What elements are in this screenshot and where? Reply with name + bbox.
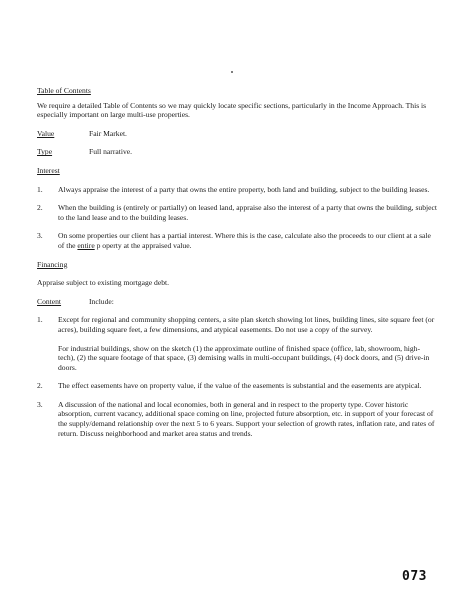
document-page	[37, 86, 437, 438]
content-item-text: Except for regional and community shopping centers, a site plan sketch showing lot lines, building lines, site square feet (or acres), building square feet, a few dimensions, and atypical easements. Do not use a copy of the survey.	[58, 315, 435, 334]
content-item-text: A discussion of the national and local economies, both in general and in respect to the property type. Cover historic absorption, current vacancy, additional space coming on line, projected future absorption, etc. in support of your forecast of the supply/demand relationship over the next 5 to 6 years. Support your selection of growth rates, inflation rate, and rates of return. Discuss neighborhood and market area status and trends.	[58, 399, 435, 438]
interest-item-number: 2.	[37, 203, 43, 213]
type-text: Full narrative.	[89, 147, 133, 157]
content-item-3	[37, 400, 437, 438]
content-item-2	[37, 381, 437, 391]
content-item-text: The effect easements have on property value, if the value of the easements is substantial and the easements are atypical.	[58, 381, 422, 391]
interest-item-text-after: p operty at the appraised value.	[94, 240, 192, 250]
interest-item-number: 1.	[37, 184, 43, 194]
content-item-subtext: For industrial buildings, show on the sketch (1) the approximate outline of finished space (office, lab, showroom, high-tech), (2) the square footage of that space, (3) demising walls in multi-occupant buildings, (4) dock doors, and (5) drive-in doors.	[58, 343, 430, 372]
interest-item-emphasis: entire	[77, 240, 95, 250]
content-item-number: 2.	[37, 381, 43, 391]
interest-item-text: Always appraise the interest of a party that owns the entire property, both land and building, subject to the building leases.	[58, 184, 430, 194]
content-label: Content	[37, 296, 62, 306]
interest-item-2	[37, 203, 437, 222]
content-include: Include:	[89, 296, 114, 306]
type-row	[37, 147, 437, 157]
interest-item-number: 3.	[37, 231, 43, 241]
interest-item-text: When the building is (entirely or partially) on leased land, appraise also the interest of a party that owns the building, subject to the land lease and to the building leases.	[58, 203, 437, 222]
financing-text: Appraise subject to existing mortgage debt.	[37, 278, 170, 288]
content-item-number: 3.	[37, 399, 43, 409]
page-number: 073	[402, 569, 427, 584]
toc-body: We require a detailed Table of Contents so we may quickly locate specific sections, particularly in the Income Approach. This is especially important on large multi-use properties.	[37, 100, 427, 120]
content-item-number: 1.	[37, 315, 43, 325]
interest-item-3	[37, 231, 437, 250]
value-row	[37, 129, 437, 139]
content-item-body	[58, 315, 437, 372]
content-row	[37, 297, 437, 307]
interest-item-text-before: On some properties our client has a partial interest. Where this is the case, calculate also the proceeds to our client at a sale of the	[58, 231, 431, 250]
interest-item-1	[37, 185, 437, 195]
content-item-1	[37, 315, 437, 372]
value-label: Value	[37, 128, 55, 138]
interest-heading: Interest	[37, 165, 60, 175]
financing-heading: Financing	[37, 259, 68, 269]
type-label: Type	[37, 147, 53, 157]
value-text: Fair Market.	[89, 128, 127, 138]
interest-item-text	[58, 231, 437, 250]
scan-speck	[231, 71, 233, 73]
toc-heading: Table of Contents	[37, 86, 91, 95]
